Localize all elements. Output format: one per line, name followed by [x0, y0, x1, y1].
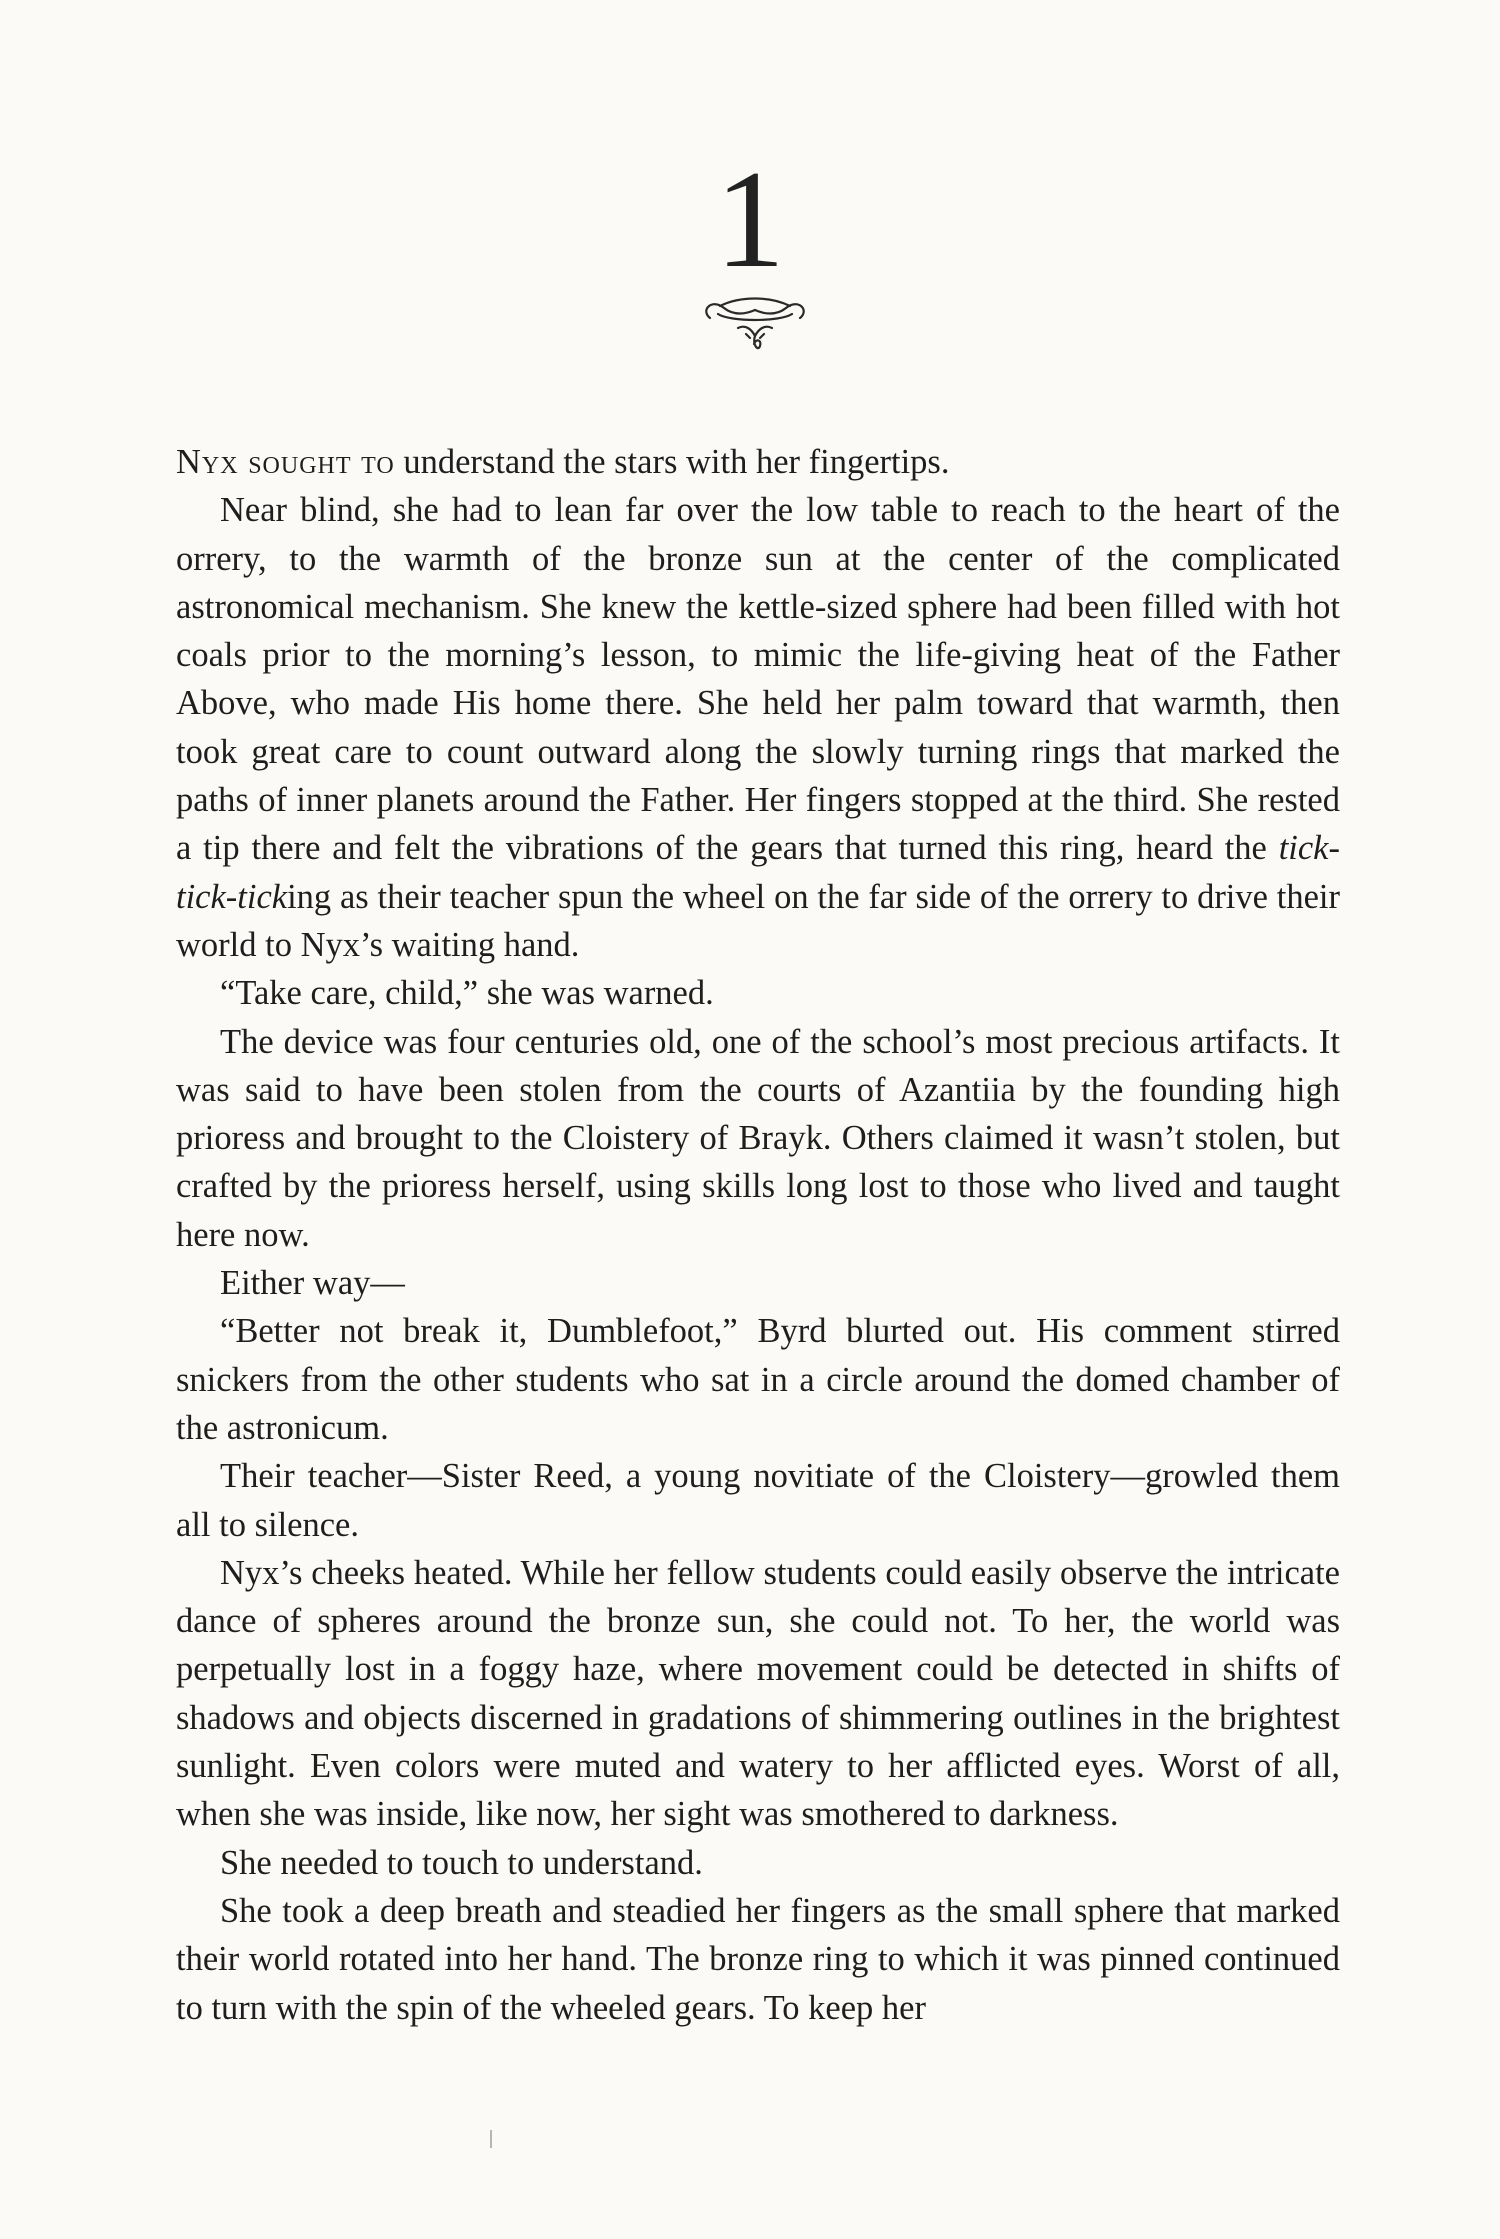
paragraph: The device was four centuries old, one of the school’s most precious artifacts. It was said to have been stolen from the courts of Azantiia by the founding high prioress and brought to the Cloistery of Brayk. Others claimed it wasn’t stolen, but crafted by the prioress herself, using skills long lost to those who lived and taught here now. — [176, 1022, 1340, 1254]
scan-mark — [490, 2130, 492, 2148]
flourish-ornament-icon — [690, 288, 820, 368]
chapter-number: 1 — [715, 142, 785, 297]
paragraph: “Take care, child,” she was warned. — [220, 974, 714, 1013]
paragraph — [176, 438, 1340, 486]
paragraph: She needed to touch to understand. — [220, 1843, 703, 1882]
paragraph: Either way— — [220, 1264, 405, 1303]
paragraph-text: understand the stars with her fingertips. — [394, 443, 950, 481]
paragraph: “Better not break it, Dumblefoot,” Byrd blurted out. His comment stirred snickers from the other students who sat in a circle around the domed chamber of the astronicum. — [176, 1312, 1340, 1447]
paragraph: Nyx’s cheeks heated. While her fellow students could easily observe the intricate dance of spheres around the bronze sun, she could not. To her, the world was perpetually lost in a foggy haze, where movement could be detected in shifts of shadows and objects discerned in gradations of shimmering outlines in the brightest sunlight. Even colors were muted and watery to her afflicted eyes. Worst of all, when she was inside, like now, her sight was smothered to darkness. — [176, 1553, 1340, 1834]
opening-small-caps: Nyx sought to — [176, 443, 395, 481]
paragraph: She took a deep breath and steadied her fingers as the small sphere that marked their world rotated into her hand. The bronze ring to which it was pinned continued to turn with the spin of the wheeled gears. To keep her — [176, 1891, 1340, 2027]
chapter-body-text — [176, 438, 1340, 2032]
paragraph — [176, 486, 1340, 969]
paragraph-text: Near blind, she had to lean far over the low table to reach to the heart of the orrery, to the warmth of the bronze sun at the center of the complicated astronomical mechanism. She knew the kettle-sized sphere had been filled with hot coals prior to the morning’s lesson, to mimic the life-giving heat of the Father Above, who made His home there. She held her palm toward that warmth, then took great care to count outward along the slowly turning rings that marked the paths of inner planets around the Father. Her fingers stopped at the third. She rested a tip there and felt the vibrations of the gears that turned this ring, heard the — [176, 491, 1340, 868]
italic-sound-effect: tick-tick-tick — [176, 829, 1340, 916]
paragraph: Their teacher—Sister Reed, a young novitiate of the Cloistery—growled them all to silence. — [176, 1457, 1340, 1544]
paragraph-text: ing as their teacher spun the wheel on the far side of the orrery to drive their world to Nyx’s waiting hand. — [176, 877, 1340, 964]
